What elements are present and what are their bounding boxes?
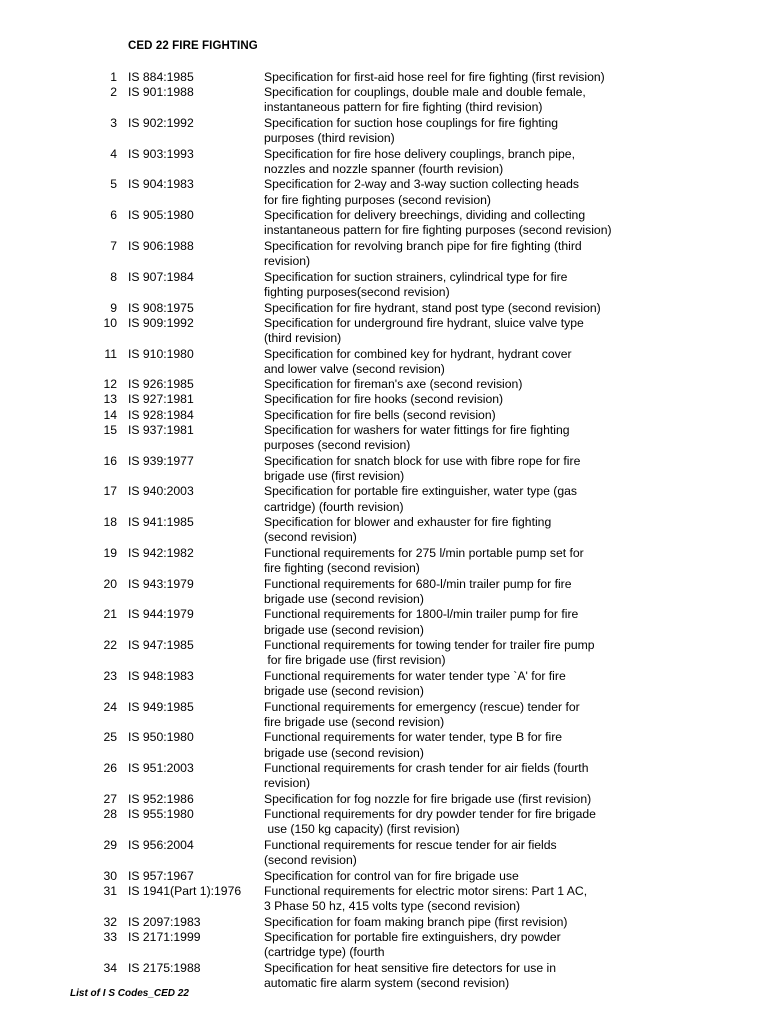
entry-description-line: Specification for revolving branch pipe for fire fighting (third bbox=[264, 239, 582, 254]
standards-list bbox=[0, 70, 768, 991]
entry-description bbox=[264, 270, 644, 300]
entry-description-line: Specification for suction strainers, cylindrical type for fire bbox=[264, 269, 568, 284]
entry-description-line: purposes (third revision) bbox=[264, 131, 395, 146]
page-footer: List of I S Codes_CED 22 bbox=[70, 988, 189, 999]
entry-description bbox=[264, 454, 644, 484]
entry-description bbox=[264, 807, 644, 837]
entry-description-line: purposes (second revision) bbox=[264, 438, 411, 453]
standard-entry bbox=[0, 239, 768, 269]
standard-entry bbox=[0, 423, 768, 453]
entry-number: 1 bbox=[110, 70, 117, 84]
entry-number: 7 bbox=[110, 239, 117, 254]
standard-entry bbox=[0, 377, 768, 392]
entry-description-line: instantaneous pattern for fire fighting (third revision) bbox=[264, 100, 543, 115]
entry-code: IS 2097:1983 bbox=[128, 914, 201, 929]
entry-description-line: for fire fighting purposes (second revision) bbox=[264, 192, 491, 207]
entry-number: 28 bbox=[103, 807, 117, 822]
entry-description-line: Functional requirements for 1800-l/min trailer pump for fire bbox=[264, 607, 579, 622]
standard-entry bbox=[0, 116, 768, 146]
entry-description-line: automatic fire alarm system (second revision) bbox=[264, 975, 510, 990]
entry-description bbox=[264, 546, 644, 576]
entry-code: IS 902:1992 bbox=[128, 115, 194, 130]
entry-description-line: Functional requirements for water tender type `A' for fire bbox=[264, 668, 566, 683]
standard-entry bbox=[0, 484, 768, 514]
entry-code: IS 2171:1999 bbox=[128, 929, 201, 944]
entry-description bbox=[264, 147, 644, 177]
entry-description-line: fire fighting (second revision) bbox=[264, 561, 420, 576]
entry-number: 19 bbox=[103, 545, 117, 560]
entry-code: IS 908:1975 bbox=[128, 300, 194, 315]
entry-description-line: nozzles and nozzle spanner (fourth revision) bbox=[264, 161, 504, 176]
standard-entry bbox=[0, 669, 768, 699]
entry-code: IS 939:1977 bbox=[128, 453, 194, 468]
entry-description-line: fighting purposes(second revision) bbox=[264, 284, 450, 299]
standard-entry bbox=[0, 147, 768, 177]
entry-code: IS 943:1979 bbox=[128, 576, 194, 591]
standard-entry bbox=[0, 730, 768, 760]
entry-description bbox=[264, 607, 644, 637]
entry-code: IS 944:1979 bbox=[128, 607, 194, 622]
entry-code: IS 906:1988 bbox=[128, 239, 194, 254]
entry-code: IS 940:2003 bbox=[128, 484, 194, 499]
entry-description-line: Functional requirements for rescue tender for air fields bbox=[264, 837, 557, 852]
entry-description bbox=[264, 70, 644, 85]
entry-number: 27 bbox=[103, 792, 117, 807]
entry-description-line: Functional requirements for water tender, type B for fire bbox=[264, 730, 563, 745]
entry-code: IS 951:2003 bbox=[128, 761, 194, 776]
entry-description-line: instantaneous pattern for fire fighting purposes (second revision) bbox=[264, 223, 612, 238]
entry-code: IS 927:1981 bbox=[128, 392, 194, 407]
entry-description bbox=[264, 577, 644, 607]
entry-number: 5 bbox=[110, 177, 117, 192]
entry-code: IS 2175:1988 bbox=[128, 960, 201, 975]
entry-description-line: Specification for snatch block for use with fibre rope for fire bbox=[264, 453, 581, 468]
entry-code: IS 926:1985 bbox=[128, 377, 194, 392]
entry-number: 25 bbox=[103, 730, 117, 745]
entry-description bbox=[264, 961, 644, 991]
entry-description-line: Functional requirements for dry powder tender for fire brigade bbox=[264, 807, 596, 822]
entry-number: 34 bbox=[103, 960, 117, 975]
entry-number: 8 bbox=[110, 269, 117, 284]
entry-description-line: Functional requirements for 275 l/min portable pump set for bbox=[264, 545, 584, 560]
entry-number: 6 bbox=[110, 208, 117, 223]
entry-code: IS 937:1981 bbox=[128, 422, 194, 437]
entry-description bbox=[264, 515, 644, 545]
entry-number: 30 bbox=[103, 868, 117, 883]
standard-entry bbox=[0, 792, 768, 807]
entry-description bbox=[264, 669, 644, 699]
standard-entry bbox=[0, 208, 768, 238]
entry-number: 26 bbox=[103, 761, 117, 776]
entry-description bbox=[264, 730, 644, 760]
standard-entry bbox=[0, 347, 768, 377]
entry-description bbox=[264, 116, 644, 146]
entry-description bbox=[264, 423, 644, 453]
entry-description-line: Specification for portable fire extinguishers, dry powder bbox=[264, 929, 561, 944]
standard-entry bbox=[0, 638, 768, 668]
entry-description-line: revision) bbox=[264, 776, 311, 791]
entry-code: IS 910:1980 bbox=[128, 346, 194, 361]
entry-number: 17 bbox=[103, 484, 117, 499]
entry-description-line: (second revision) bbox=[264, 530, 357, 545]
entry-description-line: brigade use (second revision) bbox=[264, 745, 424, 760]
entry-description-line: Specification for portable fire extinguisher, water type (gas bbox=[264, 484, 577, 499]
entry-description-line: Specification for underground fire hydrant, sluice valve type bbox=[264, 315, 584, 330]
entry-description bbox=[264, 301, 644, 316]
entry-description-line: 3 Phase 50 hz, 415 volts type (second revision) bbox=[264, 899, 521, 914]
entry-number: 9 bbox=[110, 300, 117, 315]
entry-number: 14 bbox=[103, 407, 117, 422]
standard-entry bbox=[0, 70, 768, 85]
standard-entry bbox=[0, 515, 768, 545]
standard-entry bbox=[0, 270, 768, 300]
entry-number: 3 bbox=[110, 115, 117, 130]
entry-description-line: Specification for fireman's axe (second revision) bbox=[264, 377, 523, 392]
entry-description bbox=[264, 208, 644, 238]
entry-number: 33 bbox=[103, 929, 117, 944]
entry-description-line: (second revision) bbox=[264, 853, 357, 868]
standard-entry bbox=[0, 961, 768, 991]
entry-code: IS 907:1984 bbox=[128, 269, 194, 284]
entry-description-line: brigade use (second revision) bbox=[264, 622, 424, 637]
entry-number: 32 bbox=[103, 914, 117, 929]
entry-description bbox=[264, 316, 644, 346]
entry-code: IS 904:1983 bbox=[128, 177, 194, 192]
entry-code: IS 942:1982 bbox=[128, 545, 194, 560]
entry-code: IS 901:1988 bbox=[128, 85, 194, 100]
entry-description-line: Specification for fire hydrant, stand post type (second revision) bbox=[264, 300, 601, 315]
entry-number: 2 bbox=[110, 85, 117, 100]
entry-number: 12 bbox=[103, 377, 117, 392]
entry-description bbox=[264, 761, 644, 791]
entry-description bbox=[264, 377, 644, 392]
entry-number: 15 bbox=[103, 422, 117, 437]
entry-description bbox=[264, 408, 644, 423]
entry-description-line: Specification for delivery breechings, dividing and collecting bbox=[264, 208, 586, 223]
entry-number: 29 bbox=[103, 837, 117, 852]
entry-code: IS 884:1985 bbox=[128, 70, 194, 84]
standard-entry bbox=[0, 915, 768, 930]
entry-description-line: Functional requirements for 680-l/min trailer pump for fire bbox=[264, 576, 572, 591]
entry-description bbox=[264, 484, 644, 514]
entry-code: IS 909:1992 bbox=[128, 315, 194, 330]
entry-description-line: Specification for fire hooks (second revision) bbox=[264, 392, 504, 407]
document-title: CED 22 FIRE FIGHTING bbox=[128, 40, 258, 52]
standard-entry bbox=[0, 85, 768, 115]
entry-number: 20 bbox=[103, 576, 117, 591]
entry-description-line: revision) bbox=[264, 254, 311, 269]
entry-number: 11 bbox=[104, 346, 117, 361]
entry-description-line: brigade use (second revision) bbox=[264, 684, 424, 699]
entry-code: IS 952:1986 bbox=[128, 792, 194, 807]
entry-description-line: Specification for fire hose delivery couplings, branch pipe, bbox=[264, 146, 575, 161]
standard-entry bbox=[0, 869, 768, 884]
entry-description bbox=[264, 930, 644, 960]
entry-description bbox=[264, 177, 644, 207]
entry-description-line: Functional requirements for towing tender for trailer fire pump bbox=[264, 638, 595, 653]
entry-description-line: brigade use (first revision) bbox=[264, 468, 405, 483]
entry-code: IS 905:1980 bbox=[128, 208, 194, 223]
entry-code: IS 928:1984 bbox=[128, 407, 194, 422]
entry-description bbox=[264, 869, 644, 884]
standard-entry bbox=[0, 700, 768, 730]
entry-number: 16 bbox=[103, 453, 117, 468]
entry-description-line: Functional requirements for crash tender for air fields (fourth bbox=[264, 761, 589, 776]
entry-description-line: brigade use (second revision) bbox=[264, 591, 424, 606]
entry-description bbox=[264, 347, 644, 377]
entry-description-line: Specification for fire bells (second revision) bbox=[264, 407, 496, 422]
entry-number: 10 bbox=[103, 315, 117, 330]
standard-entry bbox=[0, 454, 768, 484]
entry-description-line: use (150 kg capacity) (first revision) bbox=[264, 822, 460, 837]
entry-description bbox=[264, 392, 644, 407]
standard-entry bbox=[0, 577, 768, 607]
entry-description-line: fire brigade use (second revision) bbox=[264, 714, 445, 729]
entry-description-line: Specification for control van for fire brigade use bbox=[264, 868, 519, 883]
standard-entry bbox=[0, 177, 768, 207]
entry-code: IS 903:1993 bbox=[128, 146, 194, 161]
entry-code: IS 956:2004 bbox=[128, 837, 194, 852]
entry-code: IS 955:1980 bbox=[128, 807, 194, 822]
entry-description-line: for fire brigade use (first revision) bbox=[264, 653, 446, 668]
entry-description-line: Specification for heat sensitive fire detectors for use in bbox=[264, 960, 556, 975]
entry-number: 23 bbox=[103, 668, 117, 683]
entry-description-line: Functional requirements for electric motor sirens: Part 1 AC, bbox=[264, 883, 588, 898]
standard-entry bbox=[0, 301, 768, 316]
standard-entry bbox=[0, 807, 768, 837]
entry-number: 21 bbox=[103, 607, 117, 622]
entry-code: IS 1941(Part 1):1976 bbox=[128, 883, 242, 898]
entry-number: 22 bbox=[103, 638, 117, 653]
standard-entry bbox=[0, 316, 768, 346]
entry-description bbox=[264, 838, 644, 868]
standard-entry bbox=[0, 408, 768, 423]
entry-number: 13 bbox=[103, 392, 117, 407]
entry-number: 31 bbox=[103, 883, 117, 898]
standard-entry bbox=[0, 930, 768, 960]
entry-description-line: Specification for blower and exhauster for fire fighting bbox=[264, 515, 552, 530]
entry-description bbox=[264, 638, 644, 668]
entry-description-line: and lower valve (second revision) bbox=[264, 361, 445, 376]
entry-description bbox=[264, 792, 644, 807]
entry-description bbox=[264, 85, 644, 115]
entry-description bbox=[264, 700, 644, 730]
standard-entry bbox=[0, 607, 768, 637]
entry-description-line: Specification for 2-way and 3-way suction collecting heads bbox=[264, 177, 580, 192]
standard-entry bbox=[0, 838, 768, 868]
standard-entry bbox=[0, 392, 768, 407]
entry-code: IS 950:1980 bbox=[128, 730, 194, 745]
entry-description-line: Specification for combined key for hydrant, hydrant cover bbox=[264, 346, 572, 361]
entry-description-line: cartridge) (fourth revision) bbox=[264, 499, 404, 514]
entry-description bbox=[264, 239, 644, 269]
entry-description bbox=[264, 884, 644, 914]
standard-entry bbox=[0, 761, 768, 791]
entry-number: 18 bbox=[103, 515, 117, 530]
entry-description-line: (cartridge type) (fourth bbox=[264, 945, 385, 960]
entry-description-line: Specification for suction hose couplings for fire fighting bbox=[264, 115, 559, 130]
entry-description-line: Specification for fog nozzle for fire brigade use (first revision) bbox=[264, 792, 592, 807]
entry-number: 4 bbox=[110, 146, 117, 161]
entry-code: IS 941:1985 bbox=[128, 515, 194, 530]
entry-description-line: Specification for couplings, double male and double female, bbox=[264, 85, 586, 100]
entry-description-line: Specification for foam making branch pipe (first revision) bbox=[264, 914, 568, 929]
entry-code: IS 949:1985 bbox=[128, 699, 194, 714]
entry-code: IS 947:1985 bbox=[128, 638, 194, 653]
entry-description-line: Specification for first-aid hose reel for fire fighting (first revision) bbox=[264, 70, 605, 84]
entry-code: IS 948:1983 bbox=[128, 668, 194, 683]
entry-description bbox=[264, 915, 644, 930]
entry-code: IS 957:1967 bbox=[128, 868, 194, 883]
standard-entry bbox=[0, 884, 768, 914]
entry-description-line: (third revision) bbox=[264, 330, 342, 345]
entry-number: 24 bbox=[103, 699, 117, 714]
entry-description-line: Functional requirements for emergency (rescue) tender for bbox=[264, 699, 580, 714]
standard-entry bbox=[0, 546, 768, 576]
entry-description-line: Specification for washers for water fittings for fire fighting bbox=[264, 422, 570, 437]
